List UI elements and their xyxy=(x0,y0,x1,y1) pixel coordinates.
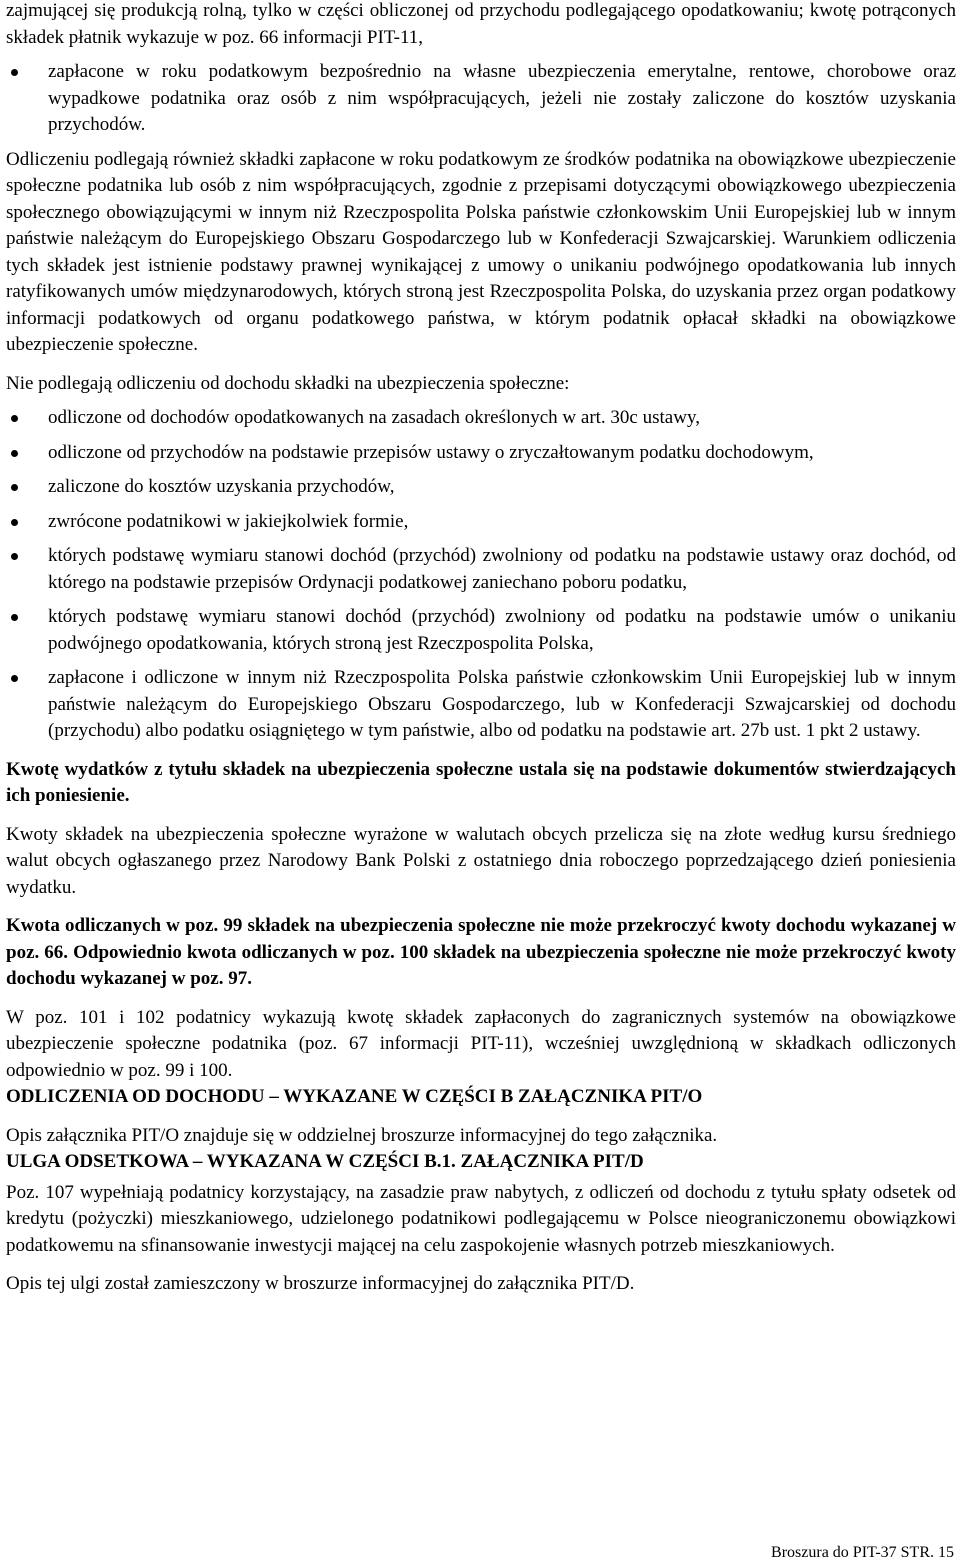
bullet-list-nie-podlegaja xyxy=(6,405,956,745)
page-footer: Broszura do PIT-37 STR. 15 xyxy=(771,1544,954,1561)
paragraph-opis-ulgi: Opis tej ulgi został zamieszczony w broszurze informacyjnej do załącznika PIT/D. xyxy=(6,1273,635,1294)
paragraph-kwoty-skladek: Kwoty składek na ubezpieczenia społeczne wyrażone w walutach obcych przelicza się na złote według kursu średniego walut obcych ogłaszanego przez Narodowy Bank Polski z ostatniego dnia roboczego poprzedzającego dzień poniesienia wydatku. xyxy=(6,823,956,898)
paragraph-kwota-odliczanych: Kwota odliczanych w poz. 99 składek na ubezpieczenia społeczne nie może przekroczyć kwoty dochodu wykazanej w poz. 66. Odpowiednio kwota odliczanych w poz. 100 składek na ubezpieczenia społeczne nie może przekroczyć kwoty dochodu wykazanej w poz. 97. xyxy=(6,915,956,989)
page-content xyxy=(6,0,956,1298)
paragraph-nie-podlegaja: Nie podlegają odliczeniu od dochodu składki na ubezpieczenia społeczne: xyxy=(6,372,570,394)
bullet-list-top xyxy=(6,59,956,139)
bullet-item: których podstawę wymiaru stanowi dochód (przychód) zwolniony od podatku na podstawie ustawy oraz dochód, od którego na podstawie przepisów Ordynacji podatkowej zaniechano poboru podatku, xyxy=(6,543,956,596)
bullet-item: zwrócone podatnikowi w jakiejkolwiek formie, xyxy=(6,509,956,536)
bullet-item: zapłacone i odliczone w innym niż Rzeczpospolita Polska państwie członkowskim Unii Europejskiej lub w innym państwie należącym do Europejskiego Obszaru Gospodarczego, lub w Konfederacji Szwajcarskiej od dochodu (przychodu) albo podatku osiągniętego w tym państwie, albo od podatku na podstawie art. 27b ust. 1 pkt 2 ustawy. xyxy=(6,665,956,745)
paragraph-kwote-wydatkow: Kwotę wydatków z tytułu składek na ubezpieczenia społeczne ustala się na podstawie dokumentów stwierdzających ich poniesienie. xyxy=(6,758,956,806)
section-heading-ulga-odsetkowa: ULGA ODSETKOWA – WYKAZANA W CZĘŚCI B.1. ZAŁĄCZNIKA PIT/D xyxy=(6,1151,644,1172)
bullet-item: zaliczone do kosztów uzyskania przychodów, xyxy=(6,474,956,501)
paragraph-continuation: zajmującej się produkcją rolną, tylko w części obliczonej od przychodu podlegającego opodatkowaniu; kwotę potrąconych składek płatnik wykazuje w poz. 66 informacji PIT-11, xyxy=(6,0,956,48)
bullet-item: zapłacone w roku podatkowym bezpośrednio na własne ubezpieczenia emerytalne, rentowe, chorobowe oraz wypadkowe podatnika oraz osób z nim współpracujących, jeżeli nie zostały zaliczone do kosztów uzyskania przychodów. xyxy=(6,59,956,139)
paragraph-odliczeniu: Odliczeniu podlegają również składki zapłacone w roku podatkowym ze środków podatnika na obowiązkowe ubezpieczenie społeczne podatnika lub osób z nim współpracujących, zgodnie z przepisami dotyczącymi obowiązkowego ubezpieczenia społecznego obowiązującymi w innym niż Rzeczpospolita Polska państwie członkowskim Unii Europejskiej lub w innym państwie należącym do Europejskiego Obszaru Gospodarczego lub w Konfederacji Szwajcarskiej. Warunkiem odliczenia tych składek jest istnienie podstawy prawnej wynikającej z umowy o unikaniu podwójnego opodatkowania lub innych ratyfikowanych umów międzynarodowych, których stroną jest Rzeczpospolita Polska, do uzyskania przez organ podatkowy informacji podatkowych od organu podatkowego państwa, w którym podatnik opłacał składki na obowiązkowe ubezpieczenie społeczne. xyxy=(6,148,956,355)
paragraph-opis-pito: Opis załącznika PIT/O znajduje się w oddzielnej broszurze informacyjnej do tego załącznika. xyxy=(6,1124,718,1146)
bullet-item: odliczone od przychodów na podstawie przepisów ustawy o zryczałtowanym podatku dochodowym, xyxy=(6,440,956,467)
paragraph-w-poz: W poz. 101 i 102 podatnicy wykazują kwotę składek zapłaconych do zagranicznych systemów na obowiązkowe ubezpieczenie społeczne podatnika (poz. 67 informacji PIT-11), wcześniej uwzględnioną w składkach odliczonych odpowiednio w poz. 99 i 100. xyxy=(6,1006,956,1081)
section-heading-odliczenia: ODLICZENIA OD DOCHODU – WYKAZANE W CZĘŚCI B ZAŁĄCZNIKA PIT/O xyxy=(6,1086,703,1107)
bullet-item: odliczone od dochodów opodatkowanych na zasadach określonych w art. 30c ustawy, xyxy=(6,405,956,432)
bullet-item: których podstawę wymiaru stanowi dochód (przychód) zwolniony od podatku na podstawie umów o unikaniu podwójnego opodatkowania, których stroną jest Rzeczpospolita Polska, xyxy=(6,604,956,657)
paragraph-poz-107: Poz. 107 wypełniają podatnicy korzystający, na zasadzie praw nabytych, z odliczeń od dochodu z tytułu spłaty odsetek od kredytu (pożyczki) mieszkaniowego, udzielonego podatnikowi podlegającemu w Polsce nieograniczonemu obowiązkowi podatkowemu na sfinansowanie inwestycji mającej na celu zaspokojenie własnych potrzeb mieszkaniowych. xyxy=(6,1181,956,1256)
